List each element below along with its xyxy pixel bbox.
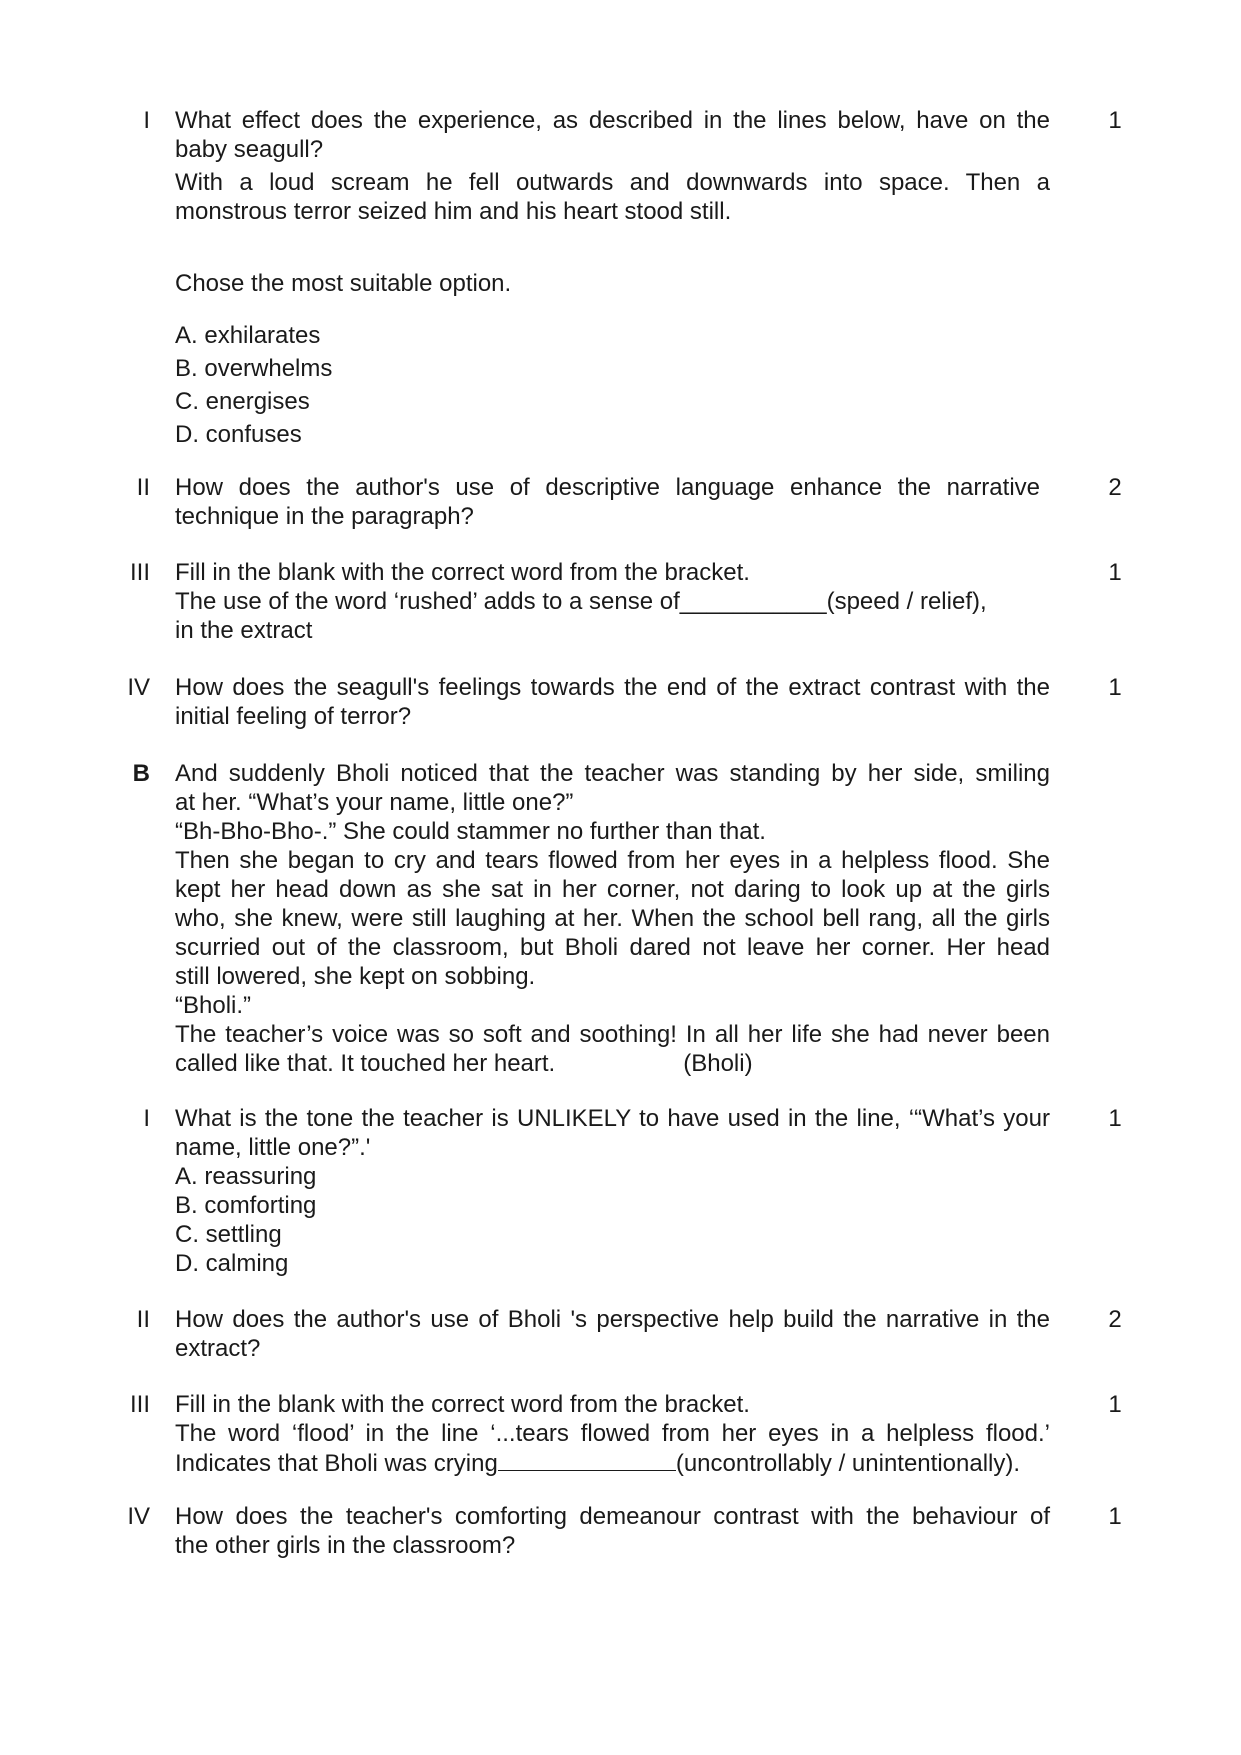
passage-line: The teacher’s voice was so soft and soothing! In all her life she had never been — [175, 1021, 1050, 1048]
question-number: III — [129, 1391, 150, 1418]
marks: 2 — [1108, 1306, 1122, 1333]
question-line: baby seagull? — [175, 136, 324, 163]
question-number: IV — [127, 674, 150, 701]
extract-line: With a loud scream he fell outwards and downwards into space. Then a — [175, 169, 1050, 196]
answer-blank: ___________ — [679, 588, 827, 615]
question-number: I — [143, 107, 150, 134]
option-a: A. reassuring — [175, 1163, 317, 1190]
question-line-blank: Indicates that Bholi was crying (uncontrollably / unintentionally). — [175, 1450, 1021, 1477]
question-line: How does the seagull's feelings towards the end of the extract contrast with the — [175, 674, 1050, 701]
question-line: in the extract — [175, 617, 313, 644]
option-b: B. comforting — [175, 1192, 317, 1219]
passage-line: “Bh-Bho-Bho-.” She could stammer no further than that. — [175, 818, 766, 845]
instruction-text: Chose the most suitable option. — [175, 270, 512, 297]
passage-line: called like that. It touched her heart. (Bholi) — [175, 1050, 753, 1077]
question-line: name, little one?”.' — [175, 1134, 371, 1161]
marks: 1 — [1108, 1391, 1122, 1418]
marks: 1 — [1108, 1105, 1122, 1132]
question-text — [175, 106, 1050, 226]
marks: 2 — [1108, 474, 1122, 501]
marks: 1 — [1108, 674, 1122, 701]
passage-source: (Bholi) — [683, 1050, 753, 1077]
question-line: Fill in the blank with the correct word from the bracket. — [175, 559, 750, 586]
marks: 1 — [1108, 1503, 1122, 1530]
passage-line: And suddenly Bholi noticed that the teacher was standing by her side, smiling — [175, 760, 1050, 787]
option-c: C. settling — [175, 1221, 282, 1248]
answer-blank — [498, 1448, 676, 1471]
question-number: IV — [127, 1503, 150, 1530]
option-a: A. exhilarates — [175, 322, 321, 349]
question-number: I — [143, 1105, 150, 1132]
question-number: III — [129, 559, 150, 586]
passage-line: “Bholi.” — [175, 992, 252, 1019]
marks: 1 — [1108, 559, 1122, 586]
question-line: Fill in the blank with the correct word from the bracket. — [175, 1391, 750, 1418]
question-line: How does the author's use of Bholi 's perspective help build the narrative in the — [175, 1306, 1050, 1333]
question-line: What is the tone the teacher is UNLIKELY to have used in the line, ‘“What’s your — [175, 1105, 1050, 1132]
option-d: D. confuses — [175, 421, 302, 448]
question-line-blank: The use of the word ‘rushed’ adds to a sense of___________(speed / relief), — [175, 588, 987, 615]
marks: 1 — [1108, 107, 1122, 134]
passage-line: still lowered, she kept on sobbing. — [175, 963, 536, 990]
question-line: What effect does the experience, as described in the lines below, have on the — [175, 107, 1050, 134]
question-line: initial feeling of terror? — [175, 703, 412, 730]
question-line: extract? — [175, 1335, 261, 1362]
passage-line: kept her head down as she sat in her corner, not daring to look up at the girls — [175, 876, 1050, 903]
question-line: technique in the paragraph? — [175, 503, 474, 530]
question-line: How does the author's use of descriptive language enhance the narrative — [175, 474, 1040, 501]
option-b: B. overwhelms — [175, 355, 333, 382]
passage-line: Then she began to cry and tears flowed from her eyes in a helpless flood. She — [175, 847, 1050, 874]
section-label: B — [132, 760, 150, 787]
option-c: C. energises — [175, 388, 310, 415]
passage-line: who, she knew, were still laughing at her. When the school bell rang, all the girls — [175, 905, 1050, 932]
passage-line: scurried out of the classroom, but Bholi dared not leave her corner. Her head — [175, 934, 1050, 961]
question-line: the other girls in the classroom? — [175, 1532, 516, 1559]
question-line: How does the teacher's comforting demeanour contrast with the behaviour of — [175, 1503, 1050, 1530]
extract-line: monstrous terror seized him and his heart stood still. — [175, 198, 732, 225]
question-line: The word ‘flood’ in the line ‘...tears flowed from her eyes in a helpless flood.’ — [175, 1420, 1050, 1447]
question-number: II — [136, 474, 150, 501]
option-d: D. calming — [175, 1250, 289, 1277]
passage-line: at her. “What’s your name, little one?” — [175, 789, 574, 816]
question-number: II — [136, 1306, 150, 1333]
